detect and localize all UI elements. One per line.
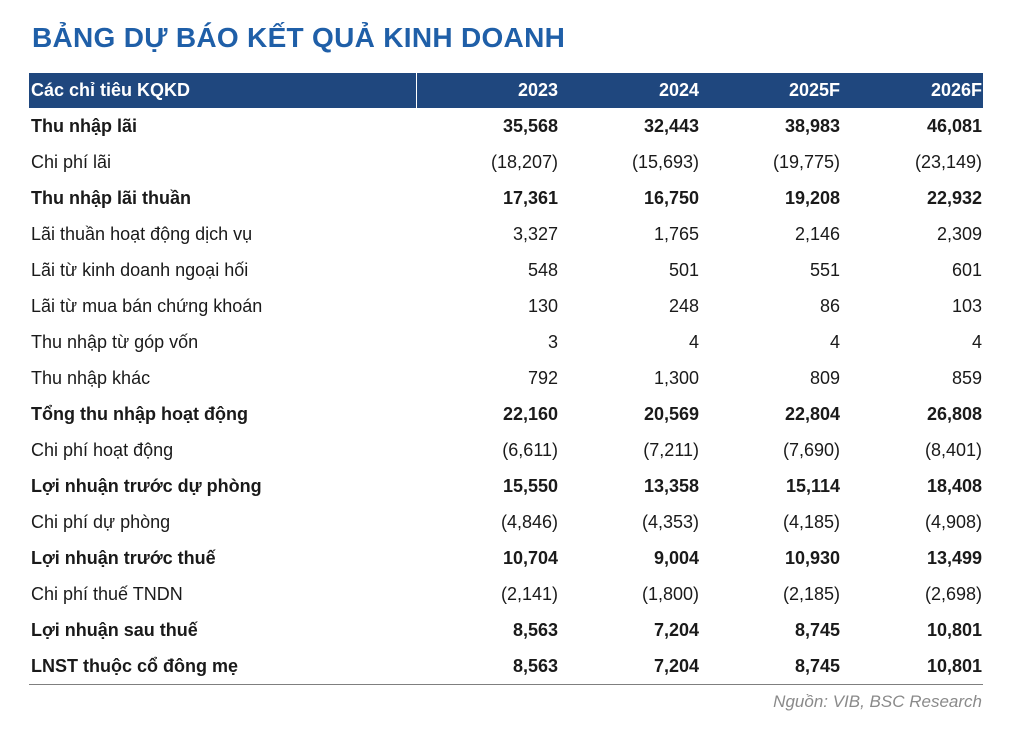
- row-value: 17,361: [502, 187, 558, 208]
- row-value: 248: [668, 295, 699, 316]
- row-value: (19,775): [772, 151, 840, 172]
- row-label: Chi phí dự phòng: [31, 511, 171, 532]
- row-value: 7,204: [653, 655, 699, 676]
- row-value: 130: [527, 295, 558, 316]
- row-value: 8,563: [512, 655, 558, 676]
- row-value: (7,211): [643, 439, 699, 460]
- row-value: 2,146: [794, 223, 840, 244]
- row-value: 3,327: [512, 223, 558, 244]
- page-title: BẢNG DỰ BÁO KẾT QUẢ KINH DOANH: [32, 22, 566, 53]
- row-value: (4,353): [641, 511, 699, 532]
- table-row: [29, 180, 983, 216]
- row-value: 8,745: [794, 655, 840, 676]
- row-label: Lợi nhuận trước dự phòng: [31, 475, 262, 496]
- table-row: [29, 648, 983, 684]
- table-row: [29, 144, 983, 180]
- row-label: Lãi từ mua bán chứng khoán: [31, 295, 263, 316]
- row-value: 601: [951, 259, 982, 280]
- row-value: 22,160: [502, 403, 558, 424]
- table-header: [29, 73, 983, 108]
- row-value: (15,693): [631, 151, 699, 172]
- row-value: 46,081: [926, 115, 982, 136]
- header-label: Các chỉ tiêu KQKD: [29, 73, 417, 108]
- row-label: Chi phí thuế TNDN: [31, 583, 183, 604]
- row-label: Chi phí hoạt động: [31, 439, 174, 460]
- row-value: 13,358: [643, 475, 699, 496]
- table-row: [29, 396, 983, 432]
- table-row: [29, 360, 983, 396]
- row-value: 10,930: [784, 547, 840, 568]
- source-note: Nguồn: VIB, BSC Research: [773, 692, 982, 711]
- row-value: 859: [951, 367, 982, 388]
- row-value: (6,611): [502, 439, 558, 460]
- row-value: (2,185): [782, 583, 840, 604]
- row-value: 3: [547, 331, 558, 352]
- table-row: [29, 504, 983, 540]
- table-row: [29, 432, 983, 468]
- row-value: 20,569: [643, 403, 699, 424]
- table-body: [29, 108, 983, 684]
- row-value: 9,004: [653, 547, 699, 568]
- forecast-table: [29, 73, 983, 685]
- row-label: Chi phí lãi: [31, 151, 112, 172]
- row-value: 10,704: [502, 547, 558, 568]
- row-label: LNST thuộc cổ đông mẹ: [31, 655, 238, 676]
- row-value: 8,563: [512, 619, 558, 640]
- row-value: (2,698): [924, 583, 982, 604]
- table-row: [29, 324, 983, 360]
- row-value: (18,207): [490, 151, 558, 172]
- table-row: [29, 612, 983, 648]
- table-row: [29, 108, 983, 144]
- table-row: [29, 576, 983, 612]
- row-value: (4,908): [924, 511, 982, 532]
- row-value: 4: [688, 331, 699, 352]
- row-value: 19,208: [784, 187, 840, 208]
- row-value: (4,846): [500, 511, 558, 532]
- row-value: (7,690): [782, 439, 840, 460]
- header-year-2026f: 2026F: [930, 80, 982, 100]
- row-value: 18,408: [926, 475, 982, 496]
- header-year-2024: 2024: [658, 80, 699, 100]
- row-value: 809: [809, 367, 840, 388]
- row-label: Thu nhập lãi: [31, 115, 137, 136]
- row-value: 15,114: [785, 475, 840, 496]
- row-value: 103: [951, 295, 982, 316]
- row-label: Thu nhập lãi thuần: [31, 187, 191, 208]
- row-value: 10,801: [926, 619, 982, 640]
- row-label: Lợi nhuận trước thuế: [31, 547, 216, 568]
- row-value: 1,300: [653, 367, 699, 388]
- header-year-2023: 2023: [517, 80, 558, 100]
- row-label: Thu nhập từ góp vốn: [31, 331, 199, 352]
- row-value: (4,185): [782, 511, 840, 532]
- row-value: 501: [668, 259, 699, 280]
- row-value: 7,204: [653, 619, 699, 640]
- table-row: [29, 468, 983, 504]
- row-value: 32,443: [643, 115, 699, 136]
- row-label: Lãi thuần hoạt động dịch vụ: [31, 223, 253, 244]
- row-value: 22,932: [926, 187, 982, 208]
- row-value: 35,568: [502, 115, 558, 136]
- row-label: Lợi nhuận sau thuế: [31, 619, 198, 640]
- row-value: 13,499: [926, 547, 982, 568]
- row-value: 548: [527, 259, 558, 280]
- row-value: 16,750: [643, 187, 699, 208]
- row-value: 2,309: [936, 223, 982, 244]
- row-value: 4: [971, 331, 982, 352]
- row-value: 792: [527, 367, 558, 388]
- row-value: 26,808: [926, 403, 982, 424]
- row-value: (1,800): [641, 583, 699, 604]
- row-value: 15,550: [502, 475, 558, 496]
- row-value: 10,801: [926, 655, 982, 676]
- row-value: 22,804: [784, 403, 840, 424]
- row-label: Tổng thu nhập hoạt động: [31, 403, 248, 424]
- row-value: 8,745: [794, 619, 840, 640]
- table-row: [29, 252, 983, 288]
- row-label: Lãi từ kinh doanh ngoại hối: [31, 259, 249, 280]
- row-value: 551: [809, 259, 840, 280]
- row-value: (23,149): [914, 151, 982, 172]
- table-row: [29, 288, 983, 324]
- table-row: [29, 216, 983, 252]
- row-label: Thu nhập khác: [31, 367, 151, 388]
- row-value: 4: [829, 331, 840, 352]
- row-value: (2,141): [500, 583, 558, 604]
- header-year-2025f: 2025F: [788, 80, 840, 100]
- row-value: 1,765: [653, 223, 699, 244]
- table-row: [29, 540, 983, 576]
- row-value: (8,401): [924, 439, 982, 460]
- row-value: 86: [819, 295, 840, 316]
- row-value: 38,983: [784, 115, 840, 136]
